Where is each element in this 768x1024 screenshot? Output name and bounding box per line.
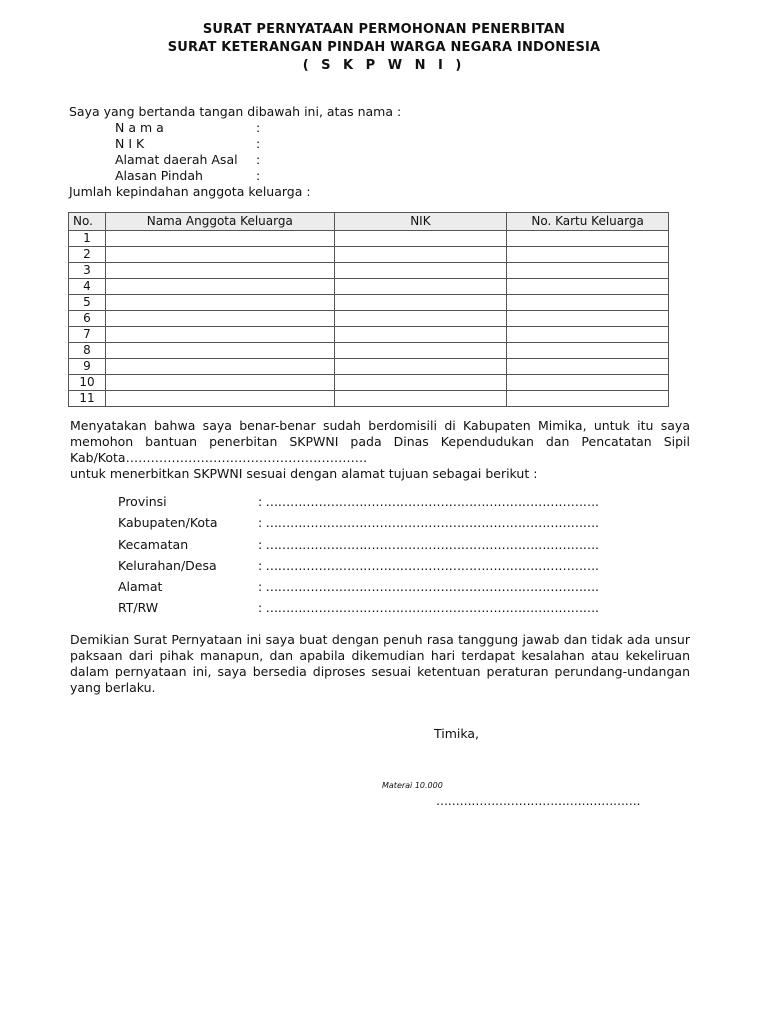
field-label-alamat-asal: Alamat daerah Asal [115, 152, 238, 167]
cell-kk[interactable] [507, 231, 669, 247]
cell-kk[interactable] [507, 343, 669, 359]
signature-line[interactable]: ……………………………………………. [436, 794, 641, 808]
cell-kk[interactable] [507, 375, 669, 391]
table-row [69, 247, 669, 263]
address-label-provinsi: Provinsi [118, 494, 167, 509]
closing-line-3: dalam pernyataan ini, saya bersedia diproses sesuai ketentuan peraturan perundang-undangan [70, 664, 690, 679]
row-number: 10 [69, 375, 106, 391]
cell-nik[interactable] [334, 263, 507, 279]
cell-nama[interactable] [105, 327, 334, 343]
cell-nik[interactable] [334, 295, 507, 311]
cell-nik[interactable] [334, 343, 507, 359]
table-row [69, 263, 669, 279]
cell-kk[interactable] [507, 247, 669, 263]
statement-line-4: untuk menerbitkan SKPWNI sesuai dengan alamat tujuan sebagai berikut : [70, 466, 538, 481]
header-kk: No. Kartu Keluarga [507, 213, 669, 231]
field-label-alasan-pindah: Alasan Pindah [115, 168, 203, 183]
table-row [69, 311, 669, 327]
address-label-rtrw: RT/RW [118, 600, 159, 615]
signature-place: Timika, [434, 726, 480, 741]
title-line-2: SURAT KETERANGAN PINDAH WARGA NEGARA INDONESIA [167, 40, 601, 55]
cell-nama[interactable] [105, 311, 334, 327]
cell-kk[interactable] [507, 327, 669, 343]
table-header-row [69, 213, 669, 231]
cell-nama[interactable] [105, 391, 334, 407]
address-field-provinsi[interactable]: : ………………………………………………………………………. [258, 494, 599, 509]
table-row [69, 295, 669, 311]
address-field-rtrw[interactable]: : ………………………………………………………………………. [258, 600, 599, 615]
address-label-kecamatan: Kecamatan [118, 537, 189, 552]
statement-line-3: Kab/Kota…………………………………………………. [70, 450, 368, 465]
cell-kk[interactable] [507, 263, 669, 279]
cell-nama[interactable] [105, 359, 334, 375]
cell-nama[interactable] [105, 295, 334, 311]
cell-kk[interactable] [507, 359, 669, 375]
address-label-kelurahan: Kelurahan/Desa [118, 558, 217, 573]
row-number: 4 [69, 279, 106, 295]
cell-nama[interactable] [105, 231, 334, 247]
table-row [69, 327, 669, 343]
table-row [69, 343, 669, 359]
family-count-label: Jumlah kepindahan anggota keluarga : [69, 184, 311, 199]
field-colon-nik: : [256, 136, 261, 151]
materai-label: Materai 10.000 [382, 781, 443, 790]
address-label-alamat: Alamat [118, 579, 163, 594]
statement-paragraph [70, 418, 690, 482]
cell-nik[interactable] [334, 247, 507, 263]
row-number: 3 [69, 263, 106, 279]
address-field-alamat[interactable]: : ………………………………………………………………………. [258, 579, 599, 594]
cell-nik[interactable] [334, 375, 507, 391]
table-row [69, 231, 669, 247]
closing-line-2: paksaan dari pihak manapun, dan apabila dikemudian hari terdapat kesalahan atau kekeliruan [70, 648, 690, 663]
cell-kk[interactable] [507, 295, 669, 311]
cell-nik[interactable] [334, 311, 507, 327]
row-number: 6 [69, 311, 106, 327]
row-number: 5 [69, 295, 106, 311]
field-colon-nama: : [256, 120, 261, 135]
address-field-kecamatan[interactable]: : ………………………………………………………………………. [258, 537, 599, 552]
intro-text: Saya yang bertanda tangan dibawah ini, atas nama : [69, 104, 402, 119]
address-label-kabupaten: Kabupaten/Kota [118, 515, 218, 530]
row-number: 8 [69, 343, 106, 359]
closing-paragraph [70, 632, 690, 696]
cell-kk[interactable] [507, 311, 669, 327]
cell-nik[interactable] [334, 327, 507, 343]
cell-kk[interactable] [507, 279, 669, 295]
cell-nama[interactable] [105, 279, 334, 295]
family-members-table [68, 212, 669, 407]
field-colon-alamat-asal: : [256, 152, 261, 167]
header-nama: Nama Anggota Keluarga [105, 213, 334, 231]
field-label-nama: N a m a [115, 120, 164, 135]
table-row [69, 279, 669, 295]
cell-nik[interactable] [334, 359, 507, 375]
closing-line-4: yang berlaku. [70, 680, 156, 695]
row-number: 11 [69, 391, 106, 407]
statement-line-2: memohon bantuan penerbitan SKPWNI pada Dinas Kependudukan dan Pencatatan Sipil [70, 434, 690, 449]
address-field-kelurahan[interactable]: : ………………………………………………………………………. [258, 558, 599, 573]
title-line-3: ( S K P W N I ) [302, 58, 466, 73]
cell-nik[interactable] [334, 231, 507, 247]
field-colon-alasan-pindah: : [256, 168, 261, 183]
header-nik: NIK [334, 213, 507, 231]
cell-nama[interactable] [105, 343, 334, 359]
field-label-nik: N I K [115, 136, 145, 151]
address-field-kabupaten[interactable]: : ………………………………………………………………………. [258, 515, 599, 530]
row-number: 1 [69, 231, 106, 247]
table-row [69, 359, 669, 375]
title-line-1: SURAT PERNYATAAN PERMOHONAN PENERBITAN [202, 22, 566, 37]
cell-nama[interactable] [105, 263, 334, 279]
statement-line-1: Menyatakan bahwa saya benar-benar sudah berdomisili di Kabupaten Mimika, untuk itu saya [70, 418, 690, 433]
table-row [69, 391, 669, 407]
cell-nama[interactable] [105, 247, 334, 263]
row-number: 9 [69, 359, 106, 375]
cell-nik[interactable] [334, 391, 507, 407]
cell-nama[interactable] [105, 375, 334, 391]
row-number: 7 [69, 327, 106, 343]
row-number: 2 [69, 247, 106, 263]
cell-kk[interactable] [507, 391, 669, 407]
cell-nik[interactable] [334, 279, 507, 295]
closing-line-1: Demikian Surat Pernyataan ini saya buat dengan penuh rasa tanggung jawab dan tidak ada unsur [70, 632, 690, 647]
table-row [69, 375, 669, 391]
header-no: No. [69, 213, 106, 231]
